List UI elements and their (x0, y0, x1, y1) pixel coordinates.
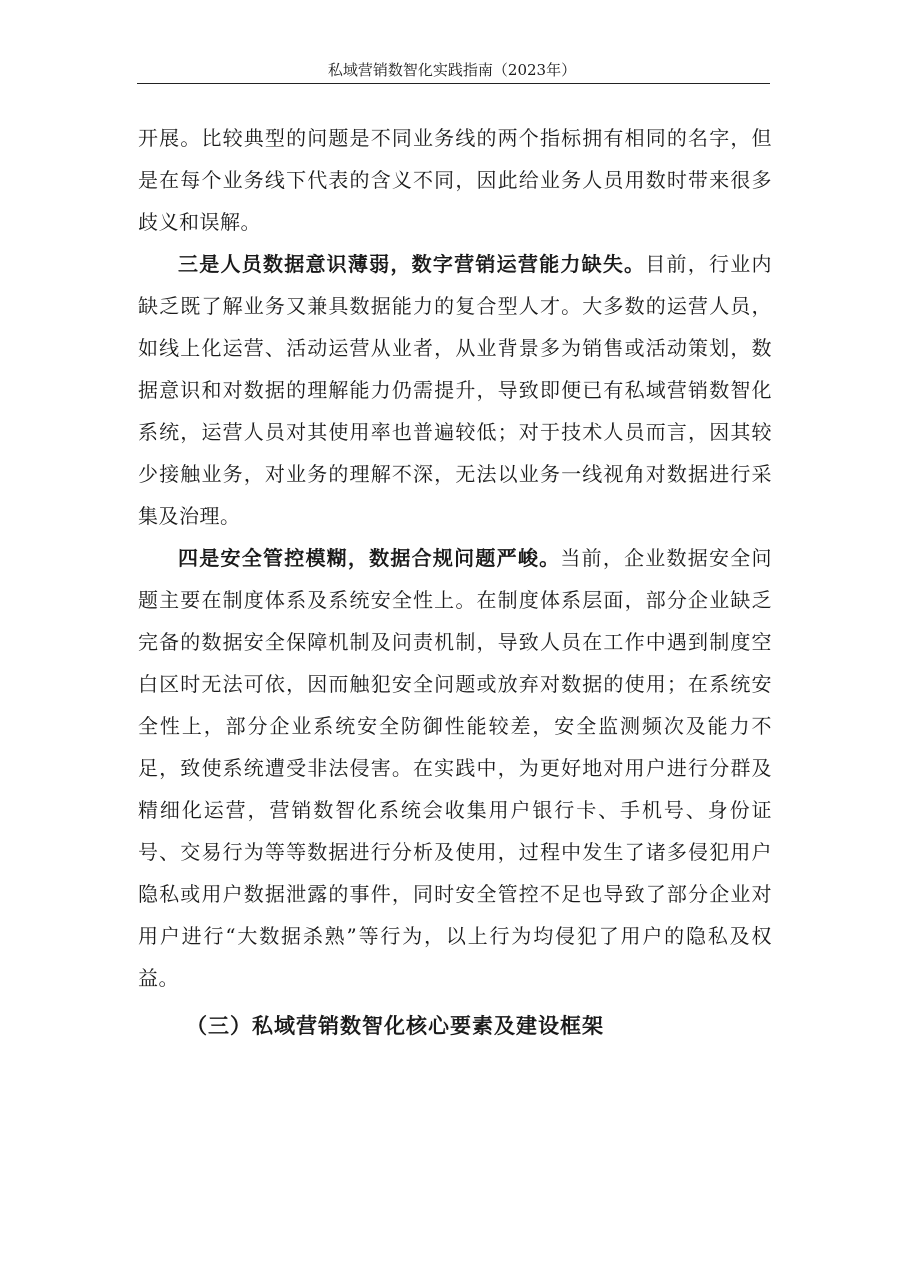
paragraph-text: 目前，行业内缺乏既了解业务又兼具数据能力的复合型人才。大多数的运营人员，如线上化运营、活动运营从业者，从业背景多为销售或活动策划，数据意识和对数据的理解能力仍需提升，导致即便已有私域营销数智化系统，运营人员对其使用率也普遍较低；对于技术人员而言，因其较少接触业务，对业务的理解不深，无法以业务一线视角对数据进行采集及治理。 (138, 252, 773, 528)
paragraph-security-compliance (138, 537, 772, 999)
paragraph-personnel-data (138, 243, 772, 537)
paragraph-lead: 三是人员数据意识薄弱，数字营销运营能力缺失。 (178, 252, 646, 276)
paragraph-text: 开展。比较典型的问题是不同业务线的两个指标拥有相同的名字，但是在每个业务线下代表的含义不同，因此给业务人员用数时带来很多歧义和误解。 (138, 126, 772, 234)
body-text (138, 117, 772, 1047)
header-rule (137, 83, 770, 84)
paragraph-lead: 四是安全管控模糊，数据合规问题严峻。 (178, 546, 561, 570)
paragraph-text: 当前，企业数据安全问题主要在制度体系及系统安全性上。在制度体系层面，部分企业缺乏完备的数据安全保障机制及问责机制，导致人员在工作中遇到制度空白区时无法可依，因而触犯安全问题或放弃对数据的使用；在系统安全性上，部分企业系统安全防御性能较差，安全监测频次及能力不足，致使系统遭受非法侵害。在实践中，为更好地对用户进行分群及精细化运营，营销数智化系统会收集用户银行卡、手机号、身份证号、交易行为等等数据进行分析及使用，过程中发生了诸多侵犯用户隐私或用户数据泄露的事件，同时安全管控不足也导致了部分企业对用户进行“大数据杀熟”等行为，以上行为均侵犯了用户的隐私及权益。 (138, 546, 773, 990)
running-header: 私域营销数智化实践指南（2023年） (327, 61, 577, 79)
section-heading: （三）私域营销数智化核心要素及建设框架 (186, 1013, 604, 1038)
paragraph-continuation (138, 117, 772, 243)
